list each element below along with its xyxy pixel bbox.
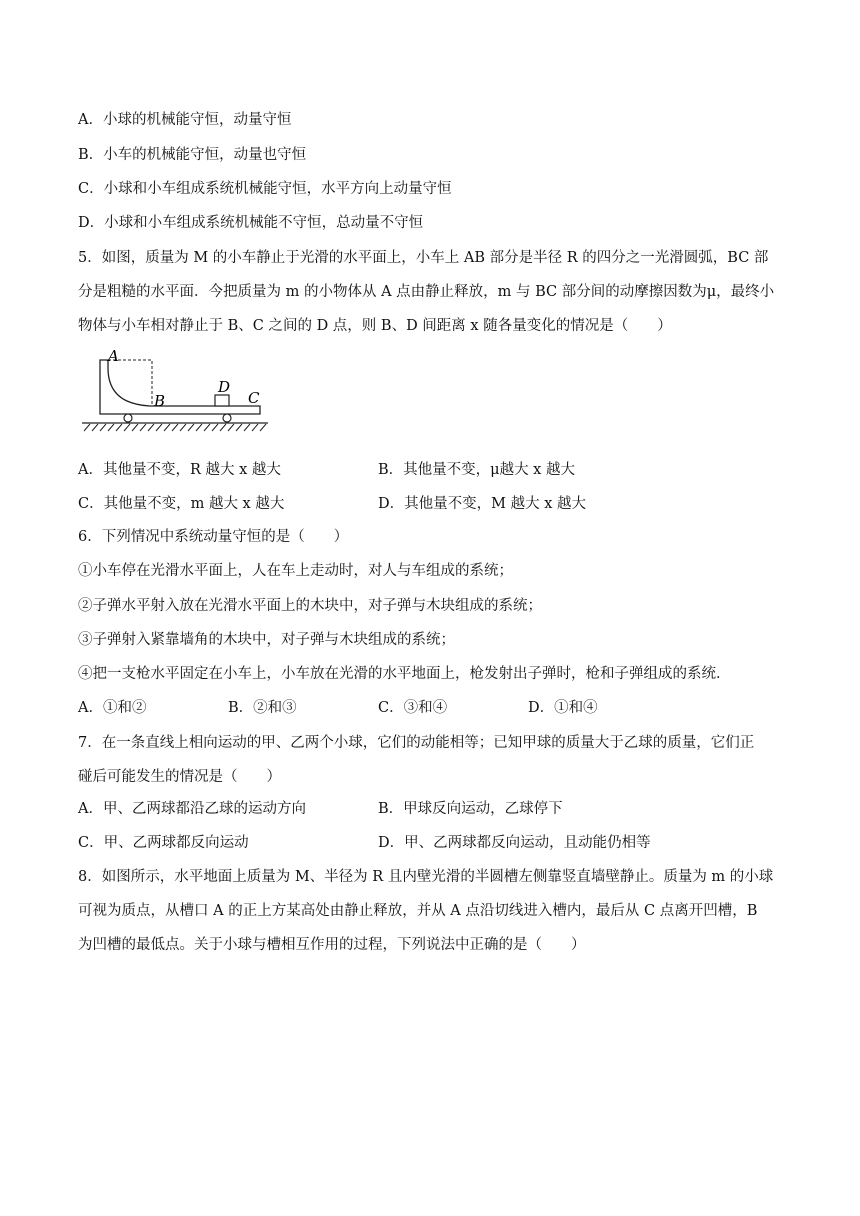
q6-item-3: ③子弹射入紧靠墙角的木块中，对子弹与木块组成的系统； [78, 632, 455, 648]
q5-option-c: C．其他量不变，m 越大 x 越大 [78, 496, 285, 512]
q7-option-b: B．甲球反向运动，乙球停下 [378, 801, 563, 817]
q6-option-d: D．①和④ [528, 700, 598, 716]
q4-option-d: D．小球和小车组成系统机械能不守恒，总动量不守恒 [78, 215, 424, 231]
q5-cart-figure [78, 348, 272, 440]
q5-stem-line-3: 物体与小车相对静止于 B、C 之间的 D 点，则 B、D 间距离 x 随各量变化的情况是（ ） [78, 318, 672, 334]
q7-option-d: D．甲、乙两球都反向运动，且动能仍相等 [378, 835, 651, 851]
q7-option-a: A．甲、乙两球都沿乙球的运动方向 [78, 801, 306, 817]
figure-label-a: A [108, 348, 119, 365]
q7-option-c: C．甲、乙两球都反向运动 [78, 835, 249, 851]
q4-option-a: A．小球的机械能守恒，动量守恒 [78, 112, 292, 128]
q7-stem-line-1: 7．在一条直线上相向运动的甲、乙两个小球，它们的动能相等；已知甲球的质量大于乙球的质量，它们正 [78, 735, 755, 751]
q5-option-b: B．其他量不变，μ越大 x 越大 [378, 462, 575, 478]
q4-option-c: C．小球和小车组成系统机械能守恒，水平方向上动量守恒 [78, 181, 452, 197]
q7-stem-line-2: 碰后可能发生的情况是（ ） [78, 769, 281, 785]
q5-option-a: A．其他量不变，R 越大 x 越大 [78, 462, 281, 478]
q4-option-b: B．小车的机械能守恒，动量也守恒 [78, 147, 307, 163]
q6-option-a: A．①和② [78, 700, 147, 716]
figure-label-c: C [248, 389, 260, 407]
figure-label-b: B [154, 392, 166, 410]
q8-stem-line-1: 8．如图所示，水平地面上质量为 M、半径为 R 且内壁光滑的半圆槽左侧靠竖直墙壁静止。质量为 m 的小球 [78, 869, 774, 885]
q6-stem: 6．下列情况中系统动量守恒的是（ ） [78, 529, 349, 545]
q8-stem-line-2: 可视为质点，从槽口 A 的正上方某高处由静止释放，并从 A 点沿切线进入槽内，最后从 C 点离开凹槽，B [78, 903, 758, 919]
q5-option-d: D．其他量不变，M 越大 x 越大 [378, 496, 586, 512]
q6-item-2: ②子弹水平射入放在光滑水平面上的木块中，对子弹与木块组成的系统； [78, 598, 542, 614]
q8-stem-line-3: 为凹槽的最低点。关于小球与槽相互作用的过程，下列说法中正确的是（ ） [78, 937, 586, 953]
figure-label-d: D [218, 378, 231, 396]
q5-stem-line-1: 5．如图，质量为 M 的小车静止于光滑的水平面上，小车上 AB 部分是半径 R 的四分之一光滑圆弧，BC 部 [78, 250, 769, 266]
q6-option-c: C．③和④ [378, 700, 448, 716]
q6-option-b: B．②和③ [228, 700, 297, 716]
q5-stem-line-2: 分是粗糙的水平面．今把质量为 m 的小物体从 A 点由静止释放，m 与 BC 部分间的动摩擦因数为μ，最终小 [78, 284, 775, 300]
q6-item-4: ④把一支枪水平固定在小车上，小车放在光滑的水平地面上，枪发射出子弹时，枪和子弹组成的系统． [78, 666, 731, 682]
q6-item-1: ①小车停在光滑水平面上，人在车上走动时，对人与车组成的系统； [78, 563, 513, 579]
